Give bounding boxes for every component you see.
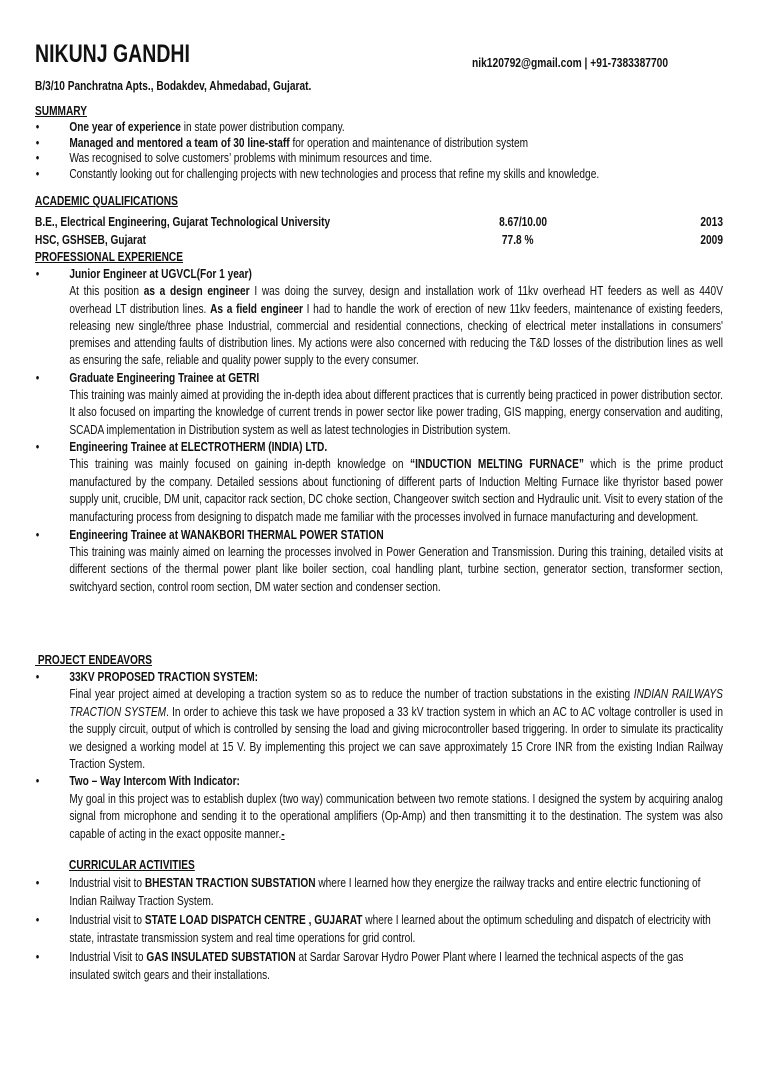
text-segment: in state power distribution company. <box>180 119 345 134</box>
degree: HSC, GSHSEB, Gujarat <box>35 232 147 247</box>
job-description <box>69 282 723 368</box>
job-title: • Junior Engineer at UGVCL(For 1 year) <box>69 266 252 281</box>
degree: B.E., Electrical Engineering, Gujarat Technological University <box>35 214 331 229</box>
project-description <box>69 685 723 772</box>
experience-item <box>35 438 723 526</box>
bold-text: - <box>281 825 285 841</box>
text-segment: Final year project aimed at developing a traction system so as to reduce the number of traction substations in the existing <box>69 686 634 702</box>
academic-row <box>35 232 723 250</box>
year: 2013 <box>700 214 723 229</box>
curricular-item <box>35 874 723 909</box>
job-title: • Engineering Trainee at ELECTROTHERM (INDIA) LTD. <box>69 438 328 454</box>
bold-text: “INDUCTION MELTING FURNACE” <box>409 456 584 472</box>
summary-item <box>35 135 723 151</box>
address: B/3/10 Panchratna Apts., Bodakdev, Ahmedabad, Gujarat. <box>35 78 312 93</box>
italic-text: INDIAN RAILWAYS TRACTION SYSTEM <box>69 686 723 719</box>
text-segment: where I learned about the optimum scheduling and dispatch of electricity with state, intrastate transmission system and real time operations for grid control. <box>69 912 711 945</box>
text-segment: which is the prime product manufactured by the company. Detailed sessions about functioning of different parts of Induction Melting Furnace like thyristor based power supply unit, crucible, DM unit, capacitor rack section, DC choke section, Changeover switch section and Hydraulic unit. Visit to every station of the manufacturing process from designing to dispatch made me familiar with the processes involved in furnace manufacturing and development. <box>69 456 723 525</box>
text-segment: at Sardar Sarovar Hydro Power Plant where I learned the technical aspects of the gas insulated switch gears and their installations. <box>69 949 684 982</box>
candidate-name: NIKUNJ GANDHI <box>35 40 190 68</box>
summary-heading: SUMMARY <box>35 103 88 118</box>
summary-list <box>35 119 723 181</box>
job-description <box>69 386 723 438</box>
experience-item <box>35 526 723 595</box>
job-description <box>69 543 723 595</box>
experience-heading: PROFESSIONAL EXPERIENCE <box>35 249 184 264</box>
project-item <box>35 772 723 842</box>
bold-text: BHESTAN TRACTION SUBSTATION <box>144 875 316 890</box>
summary-item <box>35 150 723 166</box>
bold-text: One year of experience <box>69 119 181 134</box>
text-segment: This training was mainly aimed on learning the processes involved in Power Generation and Transmission. During this training, detailed visits at different sections of the thermal power plant like boiler section, coal handling plant, turbine section, generator section, transformer section, switchyard section, control room section, DM water section and condenser section. <box>69 543 723 594</box>
curricular-item <box>35 948 723 983</box>
score: 77.8 % <box>499 232 534 247</box>
contact-info: nik120792@gmail.com | +91-7383387700 <box>472 56 669 70</box>
job-title: • Graduate Engineering Trainee at GETRI <box>69 369 260 385</box>
projects-list <box>35 668 723 842</box>
text-segment: My goal in this project was to establish duplex (two way) communication between two remote stations. I designed the system by acquiring analog signal from microphone and sending it to the operational amplifiers (Op-Amp) and then transmitting it to the destination. The system was also capable of acting in the exact opposite manner. <box>69 790 723 841</box>
academic-table <box>35 214 723 250</box>
bold-text: GAS INSULATED SUBSTATION <box>146 949 296 965</box>
summary-item <box>35 166 723 182</box>
text-segment: where I learned how they energize the railway tracks and entire electric functioning of Indian Railway Traction System. <box>69 875 701 908</box>
text-segment: Industrial visit to <box>69 912 145 928</box>
year: 2009 <box>700 232 723 247</box>
bold-text: STATE LOAD DISPATCH CENTRE , GUJARAT <box>144 912 363 928</box>
summary-item <box>35 119 723 135</box>
text-segment: for operation and maintenance of distribution system <box>289 134 529 150</box>
bold-text: Managed and mentored a team of 30 line-staff <box>69 134 290 150</box>
text-segment: Constantly looking out for challenging projects with new technologies and process that refine my skills and knowledge. <box>69 165 600 181</box>
job-title: • Engineering Trainee at WANAKBORI THERMAL POWER STATION <box>69 526 384 542</box>
text-segment: Industrial visit to <box>69 875 145 890</box>
bold-text: as a design engineer <box>143 283 250 299</box>
academic-row <box>35 214 723 232</box>
project-title: • Two – Way Intercom With Indicator: <box>69 773 240 789</box>
experience-item <box>35 265 723 369</box>
curricular-item <box>35 911 723 946</box>
project-item <box>35 668 723 772</box>
text-segment: . In order to achieve this task we have proposed a 33 kV traction system in which an AC to AC voltage controller is used in the supply circuit, output of which is controlled by sensing the load and giving microcontroller based triggering. In order to simulate its practicality we designed a working model at 15 V. By implementing this project we can save approximately 15 Crore INR from the existing Indian Railway Traction System. <box>69 703 723 772</box>
experience-list <box>35 265 723 595</box>
job-description <box>69 455 723 525</box>
text-segment: This training was mainly focused on gaining in-depth knowledge on <box>69 456 410 472</box>
text-segment: Industrial Visit to <box>69 949 147 965</box>
experience-item <box>35 369 723 438</box>
curricular-list <box>35 874 723 984</box>
project-title: • 33KV PROPOSED TRACTION SYSTEM: <box>69 669 259 684</box>
academic-heading: ACADEMIC QUALIFICATIONS <box>35 193 178 208</box>
projects-heading: PROJECT ENDEAVORS <box>35 652 153 667</box>
project-description <box>69 790 723 842</box>
text-segment: Was recognised to solve customers’ problems with minimum resources and time. <box>69 150 433 166</box>
score: 8.67/10.00 <box>499 214 548 229</box>
text-segment: This training was mainly aimed at providing the in-depth idea about different practices that is currently being practiced in power distribution sector. It also focused on imparting the knowledge of current trends in power sector like power trading, GIS mapping, energy conservation and auditing, SCADA implementation in Distribution system as well as latest technologies in Distribution system. <box>69 387 723 437</box>
bold-text: As a field engineer <box>210 300 303 316</box>
text-segment: I had to handle the work of erection of new 11kv feeders, maintenance of existing feeders, releasing new single/three phase Industrial, commercial and residential connections, checking of electrical meter installations in consumers' premises and attending faults of distribution lines. My actions were also concerned with reducing the T&D losses of the distribution lines as well as ensuring the safe, reliable and quality power supply to the every consumer. <box>69 300 723 368</box>
text-segment: At this position <box>69 283 144 299</box>
text-segment: I was doing the survey, design and installation work of 11kv overhead HT feeders as well as 440V overhead LT distribution lines. <box>69 283 723 316</box>
curricular-heading: CURRICULAR ACTIVITIES <box>69 857 195 872</box>
